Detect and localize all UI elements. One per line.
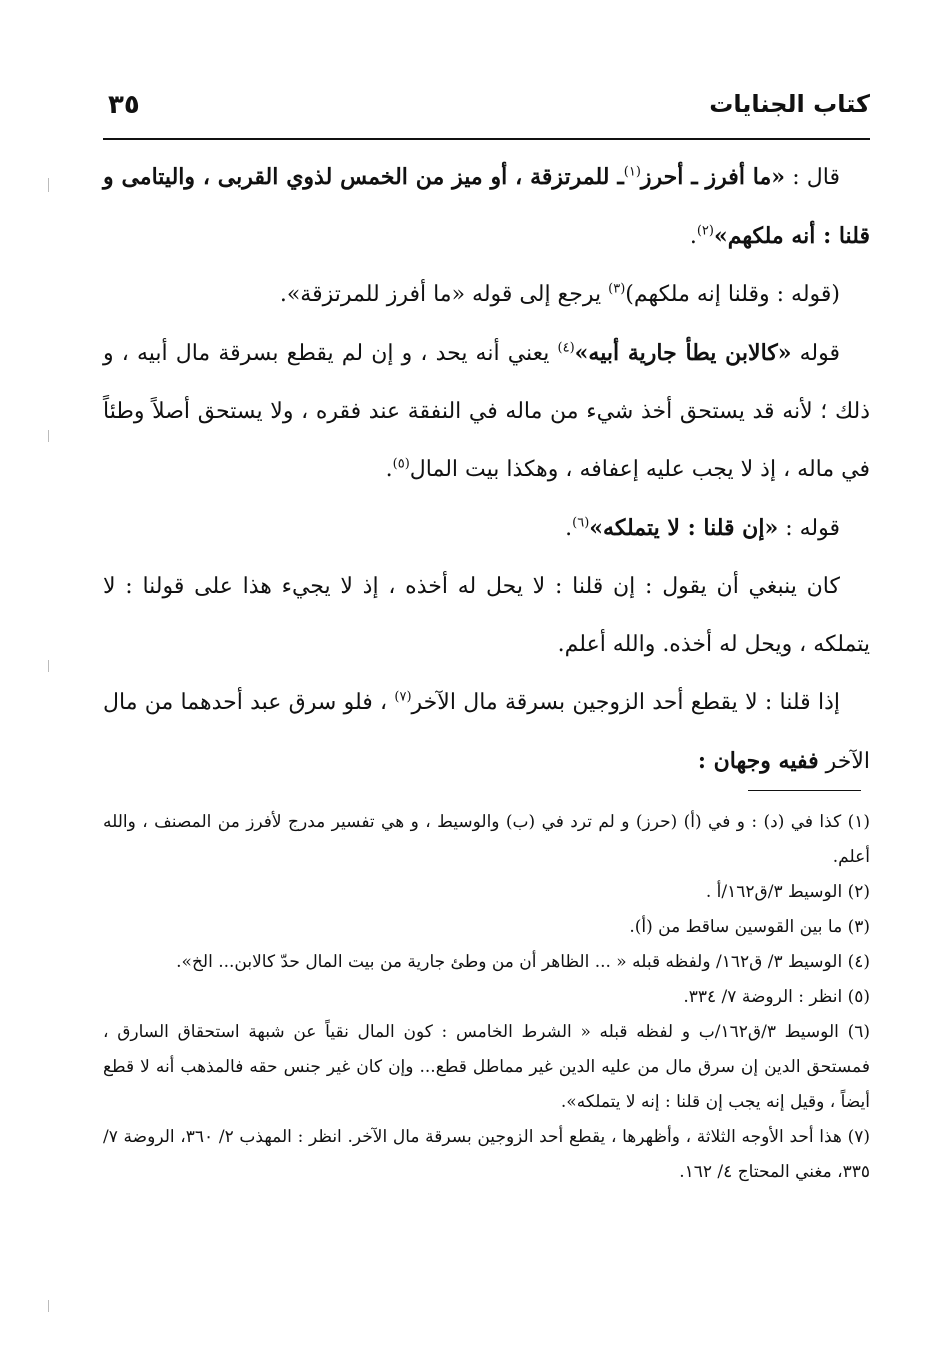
quote-4: «إن قلنا : لا يتملكه»: [589, 515, 779, 541]
footnote-4: (٤) الوسيط ٣/ ق١٦٢/ ولفظه قبله « ... الظاهر أن من وطئ جارية من بيت المال حدّ كالابن... الخ».: [176, 952, 870, 972]
footnote-ref-4: (٤): [557, 340, 575, 356]
quote-3: «كالابن يطأ جارية أبيه»: [574, 340, 792, 366]
page-number: ٣٥: [108, 90, 140, 120]
footnote-5: (٥) انظر : الروضة ٧/ ٣٣٤.: [683, 987, 870, 1007]
quote-1a: «ما أفرز ـ أحرز: [640, 164, 786, 190]
scan-mark: [48, 660, 49, 672]
paragraph-6-a: إذا قلنا : لا يقطع أحد الزوجين بسرقة مال الآخر: [411, 690, 840, 715]
paragraph-3-end: .: [385, 457, 393, 482]
paragraph-4-end: .: [565, 516, 573, 541]
footnote-ref-6: (٦): [572, 515, 590, 531]
footnote-ref-2: (٢): [696, 223, 714, 239]
footnote-ref-1: (١): [623, 164, 641, 180]
footnote-2: (٢) الوسيط ٣/ق١٦٢/أ .: [705, 882, 870, 902]
paragraph-2: [103, 266, 870, 324]
scan-mark: [48, 430, 49, 442]
paragraph-1-intro: قال :: [785, 165, 840, 190]
footnotes: [103, 805, 870, 1190]
footnote-1: (١) كذا في (د) : و في (أ) (حرز) و لم ترد في (ب) والوسيط ، و هي تفسير مدرج لأفرز من المصنف ، والله أعلم.: [103, 812, 870, 867]
paragraph-3-a: قوله: [791, 341, 840, 366]
paragraph-4: [103, 499, 870, 558]
paragraph-5: كان ينبغي أن يقول : إن قلنا : لا يحل له أخذه ، إذ لا يجيء هذا على قولنا : لا يتملكه ، ويحل له أخذه. والله أعلم.: [103, 574, 870, 657]
paragraph-4-a: قوله :: [778, 516, 840, 541]
paragraph-1-end: .: [689, 224, 697, 249]
footnote-ref-5: (٥): [392, 456, 410, 472]
scan-mark: [48, 178, 49, 192]
quote-1b: ـ للمرتزقة ، أو ميز من الخمس لذوي القربى ، واليتامى و قلنا : أنه ملكهم»: [103, 164, 870, 249]
main-text: [103, 148, 870, 791]
scan-mark: [48, 1300, 49, 1312]
paragraph-6: [103, 674, 870, 791]
footnote-ref-3: (٣): [608, 281, 626, 297]
running-header-title: كتاب الجنايات: [709, 90, 870, 118]
footnote-ref-7: (٧): [394, 689, 412, 705]
paragraph-3: [103, 324, 870, 499]
footnote-7: (٧) هذا أحد الأوجه الثلاثة ، وأظهرها ، يقطع أحد الزوجين بسرقة مال الآخر. انظر : المهذب ٢/ ٣٦٠، الروضة ٧/ ٣٣٥، مغني المحتاج ٤/ ١٦٢.: [103, 1127, 870, 1182]
footnote-separator: [748, 790, 861, 791]
paragraph-2-b: يرجع إلى قوله «ما أفرز للمرتزقة».: [279, 282, 609, 307]
footnote-6: (٦) الوسيط ٣/ق١٦٢/ب و لفظه قبله « الشرط الخامس : كون المال نقياً عن شبهة استحقاق السارق ، فمستحق الدين إن سرق مال من عليه الدين غير مماطل قطع... وإن كان غير جنس حقه فالمذهب أنه لا قطع أيضاً ، وقيل إنه يجب إن قلنا : إنه لا يتملكه».: [103, 1022, 870, 1112]
paragraph-1: [103, 148, 870, 266]
paragraph-3-b: يعني أنه يحد ، و إن لم يقطع بسرقة مال أبيه ، و ذلك ؛ لأنه قد يستحق أخذ شيء من ماله في النفقة عند فقره ، ولا يستحق أصلاً وطئاً في ماله ، إذ لا يجب عليه إعفافه ، وهكذا بيت المال: [103, 341, 870, 482]
header-rule: [103, 138, 870, 140]
paragraph-2-a: (قوله : وقلنا إنه ملكهم): [625, 282, 840, 307]
footnote-3: (٣) ما بين القوسين ساقط من (أ).: [629, 917, 870, 937]
paragraph-6-b: ، فلو سرق عبد أحدهما من مال الآخر: [103, 690, 870, 774]
paragraph-6-bold: ففيه وجهان :: [697, 748, 819, 774]
